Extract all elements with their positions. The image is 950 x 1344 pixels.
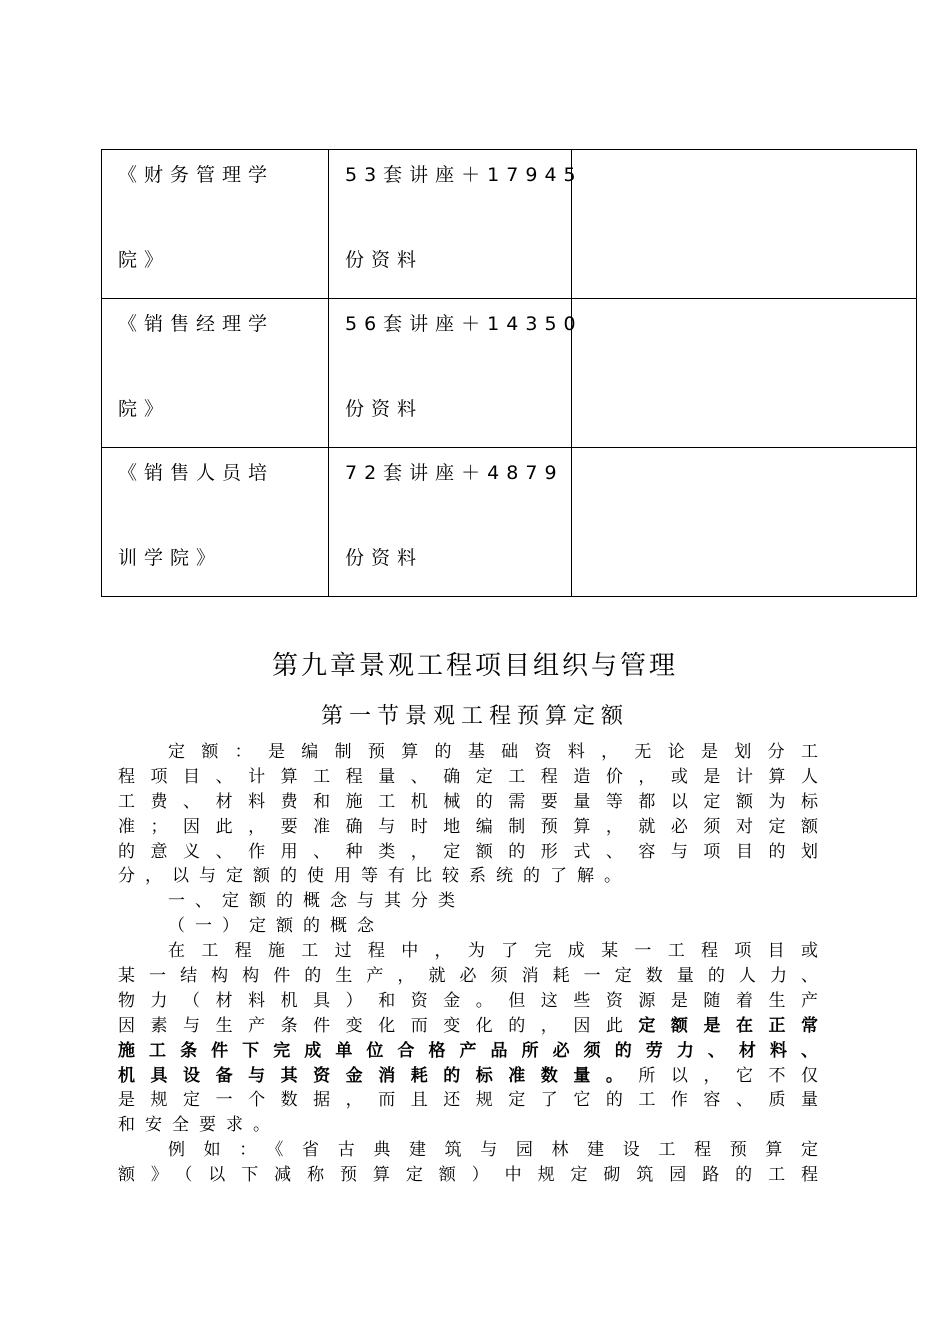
course-count-line2: 份资料 xyxy=(345,398,424,420)
course-name-cell xyxy=(102,150,329,299)
normal-text: 所以，它不仅 xyxy=(638,1065,819,1086)
bold-definition: 机具设备与其资金消耗的标准数量。 xyxy=(118,1065,639,1086)
course-count-cell xyxy=(329,448,572,597)
table-row xyxy=(102,448,917,597)
course-count-line2: 份资料 xyxy=(345,249,424,271)
course-name-line2: 训学院》 xyxy=(118,547,223,569)
course-count-line1: 56套讲座＋14350 xyxy=(345,313,583,335)
course-name-line1: 《销售人员培 xyxy=(118,462,275,484)
course-name-line2: 院》 xyxy=(118,249,171,271)
heading-level1: 一、定额的概念与其分类 xyxy=(168,891,465,912)
course-name-line1: 《销售经理学 xyxy=(118,313,275,335)
paragraph-line: 在工程施工过程中，为了完成某一工程项目或 xyxy=(168,941,818,962)
paragraph-line: 程项目、计算工程量、确定工程造价，或是计算人 xyxy=(118,766,818,787)
paragraph-line: 定额：是编制预算的基础资料，无论是划分工 xyxy=(168,742,818,762)
bold-definition: 定额是在正常 xyxy=(638,1015,819,1036)
paragraph-line: 某一结构构件的生产，就必须消耗一定数量的人力、 xyxy=(118,966,818,987)
paragraph-line: 准；因此，要准确与时地编制预算，就必须对定额 xyxy=(118,816,818,837)
paragraph-line: 工费、材料费和施工机械的需要量等都以定额为标 xyxy=(118,791,818,812)
course-note-cell xyxy=(572,150,917,299)
course-count-cell xyxy=(329,150,583,299)
course-count-line1: 72套讲座＋4879 xyxy=(345,462,564,484)
section-title: 第一节景观工程预算定额 xyxy=(320,704,629,729)
paragraph-line: 额》（以下减称预算定额）中规定砌筑园路的工程 xyxy=(118,1165,818,1186)
course-name-line2: 院》 xyxy=(118,398,171,420)
course-note-cell xyxy=(572,448,917,597)
paragraph-line xyxy=(118,1064,818,1089)
bold-definition: 施工条件下完成单位合格产品所必须的劳力、材料、 xyxy=(118,1040,818,1061)
course-count-cell xyxy=(329,299,583,448)
heading-level2: （一）定额的概念 xyxy=(168,916,384,937)
chapter-title: 第九章景观工程项目组织与管理 xyxy=(271,651,678,681)
paragraph-line: 分，以与定额的使用等有比较系统的了解。 xyxy=(118,866,631,887)
body-text xyxy=(118,740,818,1188)
paragraph-line: 和安全要求。 xyxy=(118,1115,280,1136)
paragraph-line: 例如：《省古典建筑与园林建设工程预算定 xyxy=(168,1140,818,1161)
course-name-line1: 《财务管理学 xyxy=(118,164,275,186)
paragraph-line: 是规定一个数据，而且还规定了它的工作容、质量 xyxy=(118,1090,818,1111)
paragraph-line: 物力（材料机具）和资金。但这些资源是随着生产 xyxy=(118,990,818,1011)
table-row xyxy=(102,150,917,299)
course-note-cell xyxy=(572,299,917,448)
course-name-cell xyxy=(102,448,329,597)
paragraph-line xyxy=(118,1014,818,1039)
table-row xyxy=(102,299,917,448)
course-count-line2: 份资料 xyxy=(345,547,424,569)
course-name-cell xyxy=(102,299,329,448)
paragraph-line xyxy=(118,1039,818,1064)
course-count-line1: 53套讲座＋17945 xyxy=(345,164,583,186)
paragraph-line: 的意义、作用、种类，定额的形式、容与项目的划 xyxy=(118,841,818,862)
course-catalog-table xyxy=(101,149,917,597)
normal-text: 因素与生产条件变化而变化的，因此 xyxy=(118,1015,639,1036)
